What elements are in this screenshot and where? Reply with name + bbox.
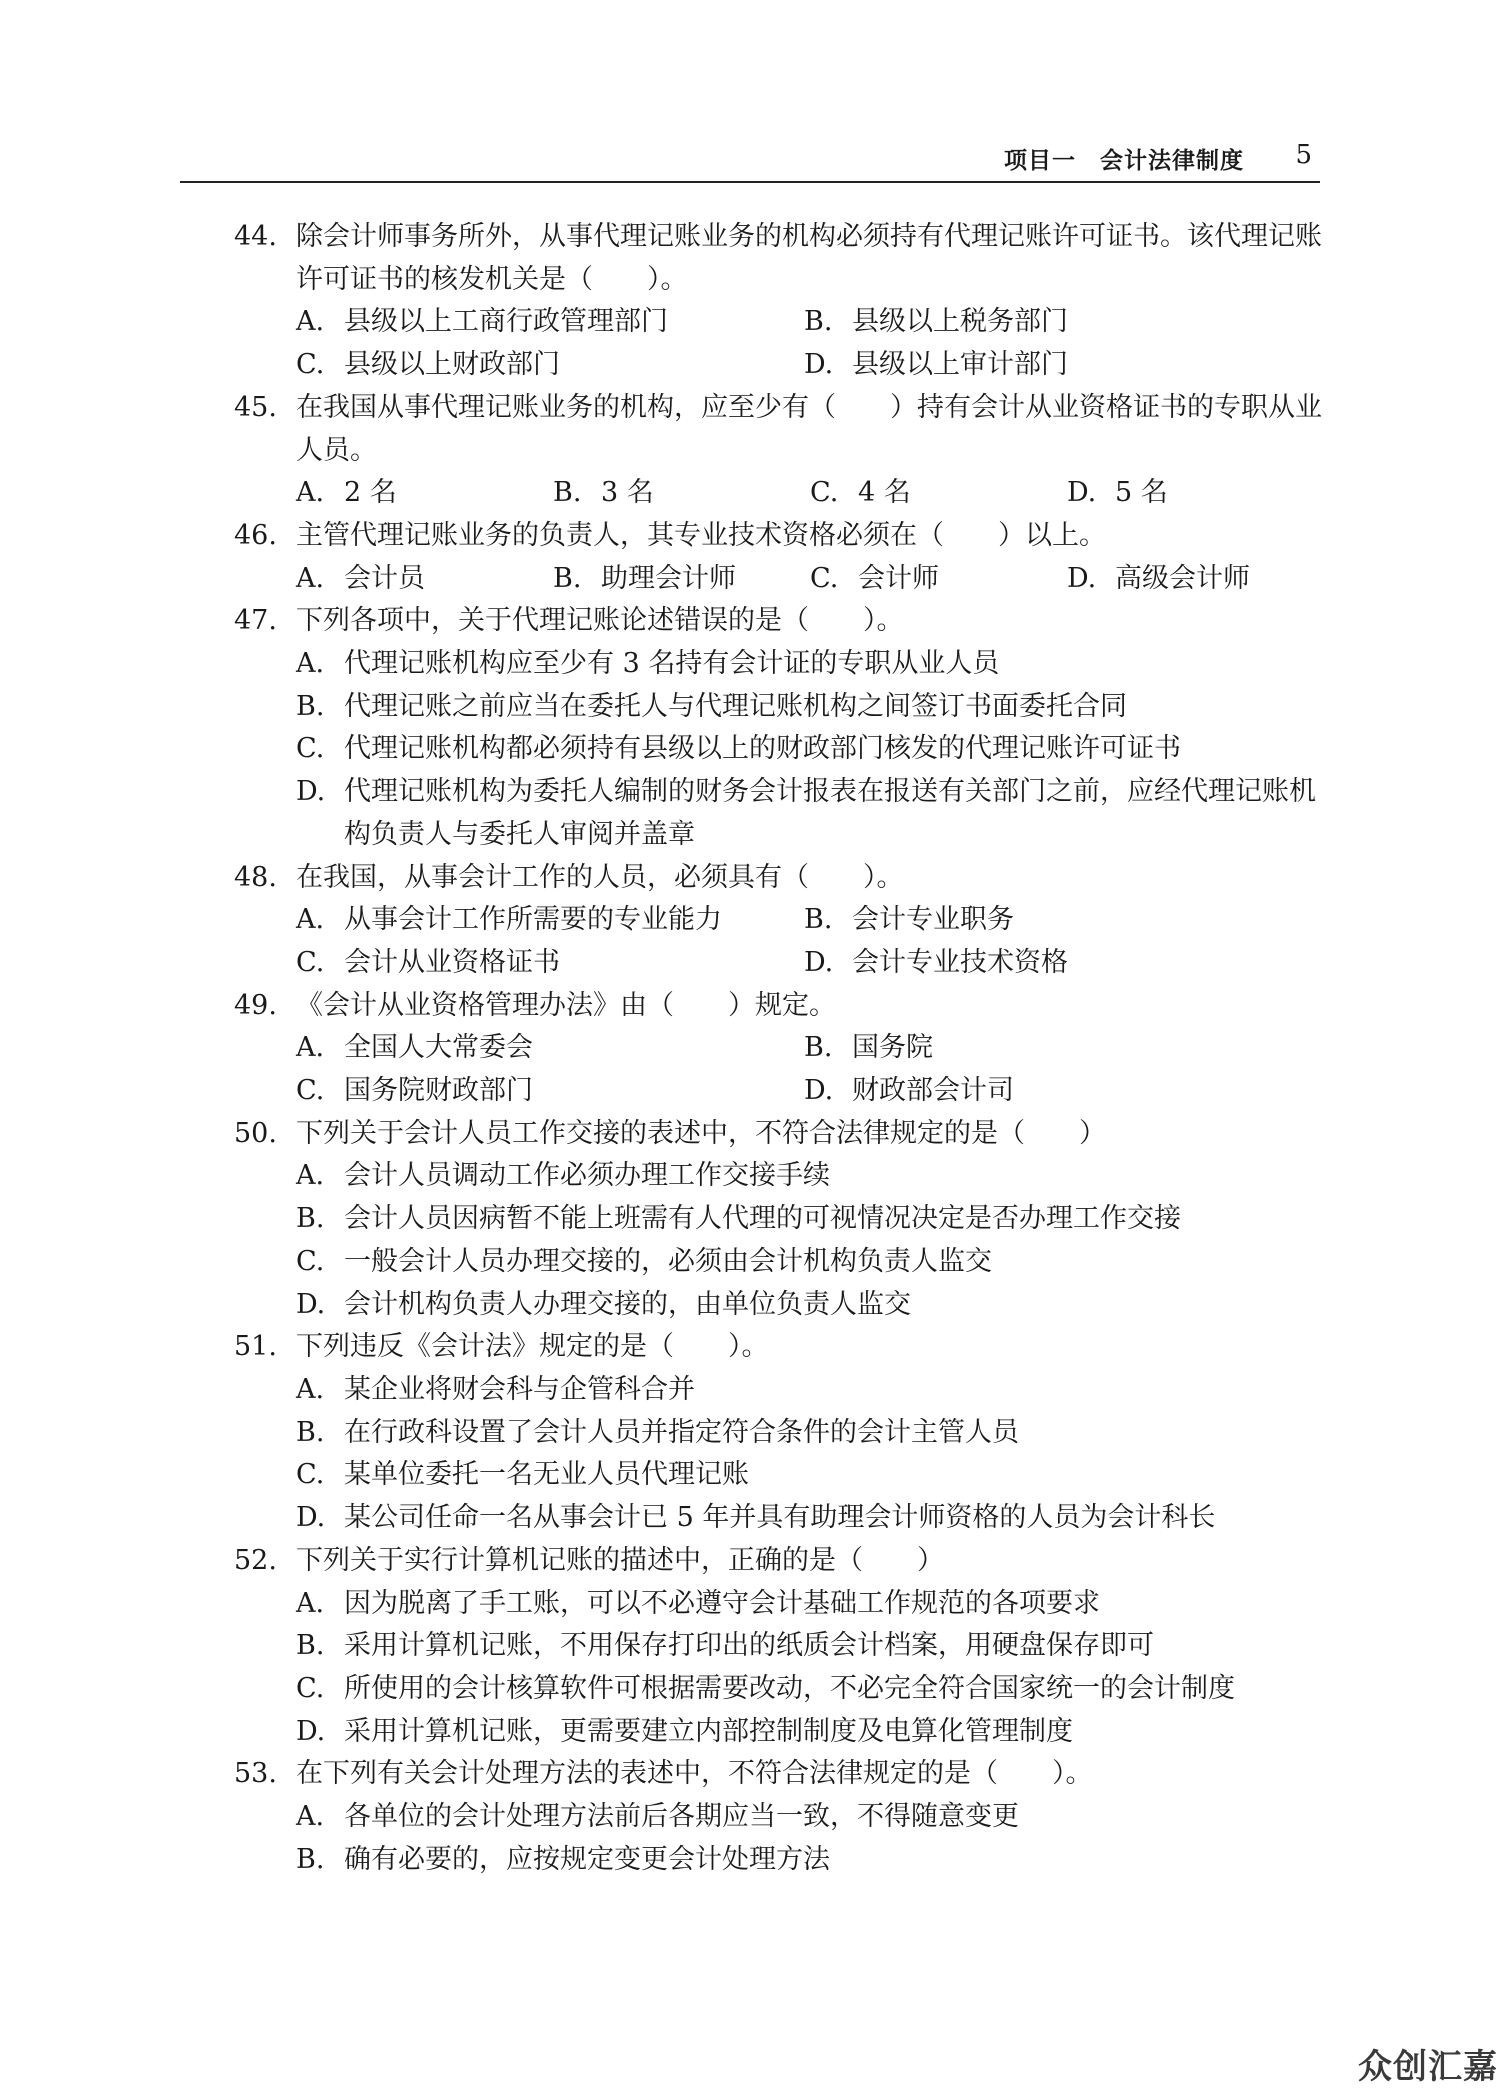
- option-a: A. 因为脱离了手工账，可以不必遵守会计基础工作规范的各项要求: [296, 1587, 1100, 1619]
- option-d: D. 财政部会计司: [804, 1075, 1014, 1107]
- question-text: 下列关于实行计算机记账的描述中，正确的是（ ）: [296, 1544, 944, 1576]
- options-49: [234, 1027, 1324, 1112]
- option-a: A. 从事会计工作所需要的专业能力: [296, 904, 722, 936]
- option-d: D. 某公司任命一名从事会计已 5 年并具有助理会计师资格的人员为会计科长: [296, 1502, 1216, 1534]
- question-text: 在下列有关会计处理方法的表述中，不符合法律规定的是（ ）。: [296, 1758, 1093, 1790]
- option-a: A. 县级以上工商行政管理部门: [296, 306, 668, 338]
- question-text: 主管代理记账业务的负责人，其专业技术资格必须在（ ）以上。: [296, 519, 1106, 551]
- question-text: 除会计师事务所外，从事代理记账业务的机构必须持有代理记账许可证书。该代理记账许可证书的核发机关是（ ）。: [296, 221, 1322, 295]
- question-49: [234, 985, 1324, 1028]
- option-d: D. 高级会计师: [1067, 562, 1250, 594]
- question-45: [234, 387, 1324, 472]
- option-a: A. 2 名: [296, 477, 397, 509]
- option-b: B. 会计人员因病暂不能上班需有人代理的可视情况决定是否办理工作交接: [296, 1203, 1181, 1235]
- question-number: 45.: [234, 391, 277, 423]
- option-a: A. 会计人员调动工作必须办理工作交接手续: [296, 1160, 830, 1192]
- header-title: 项目一 会计法律制度: [1004, 148, 1244, 174]
- option-c: C. 会计从业资格证书: [296, 946, 560, 978]
- options-53: [234, 1796, 1324, 1881]
- page-number: 5: [1295, 140, 1312, 170]
- option-d: D. 县级以上审计部门: [804, 349, 1068, 381]
- question-list: [234, 216, 1324, 1881]
- question-text: 在我国，从事会计工作的人员，必须具有（ ）。: [296, 861, 904, 893]
- question-number: 53.: [234, 1758, 277, 1790]
- question-text: 下列关于会计人员工作交接的表述中，不符合法律规定的是（ ）: [296, 1117, 1106, 1149]
- question-number: 51.: [234, 1331, 277, 1363]
- options-50: [234, 1155, 1324, 1326]
- options-51: [234, 1369, 1324, 1540]
- question-48: [234, 857, 1324, 900]
- question-text: 下列违反《会计法》规定的是（ ）。: [296, 1331, 769, 1363]
- option-d: D. 会计机构负责人办理交接的，由单位负责人监交: [296, 1288, 911, 1320]
- option-d: D. 5 名: [1067, 477, 1168, 509]
- option-d: D. 会计专业技术资格: [804, 946, 1068, 978]
- option-c: C. 4 名: [810, 477, 911, 509]
- option-b: B. 县级以上税务部门: [804, 306, 1068, 338]
- option-c: C. 代理记账机构都必须持有县级以上的财政部门核发的代理记账许可证书: [296, 733, 1181, 765]
- option-c: C. 某单位委托一名无业人员代理记账: [296, 1459, 749, 1491]
- option-b: B. 确有必要的，应按规定变更会计处理方法: [296, 1843, 830, 1875]
- question-text: 下列各项中，关于代理记账论述错误的是（ ）。: [296, 605, 904, 637]
- question-number: 47.: [234, 605, 277, 637]
- question-53: [234, 1753, 1324, 1796]
- question-number: 52.: [234, 1544, 277, 1576]
- question-52: [234, 1540, 1324, 1583]
- option-d: D. 采用计算机记账，更需要建立内部控制制度及电算化管理制度: [296, 1715, 1073, 1747]
- options-47: [234, 643, 1324, 857]
- options-46: [234, 558, 1324, 601]
- option-b: B. 采用计算机记账，不用保存打印出的纸质会计档案，用硬盘保存即可: [296, 1630, 1154, 1662]
- option-a: A. 全国人大常委会: [296, 1032, 533, 1064]
- options-48: [234, 899, 1324, 984]
- question-number: 49.: [234, 989, 277, 1021]
- question-46: [234, 515, 1324, 558]
- option-b: B. 3 名: [553, 477, 654, 509]
- option-b: B. 国务院: [804, 1032, 933, 1064]
- option-c: C. 国务院财政部门: [296, 1075, 533, 1107]
- question-44: [234, 216, 1324, 301]
- option-b: B. 会计专业职务: [804, 904, 1014, 936]
- option-a: A. 代理记账机构应至少有 3 名持有会计证的专职从业人员: [296, 648, 1000, 680]
- option-c: C. 县级以上财政部门: [296, 349, 560, 381]
- option-b: B. 代理记账之前应当在委托人与代理记账机构之间签订书面委托合同: [296, 690, 1127, 722]
- watermark-logo: 众创汇嘉: [1358, 2047, 1498, 2087]
- option-a: A. 某企业将财会科与企管科合并: [296, 1373, 695, 1405]
- option-a: A. 各单位的会计处理方法前后各期应当一致，不得随意变更: [296, 1801, 1019, 1833]
- question-number: 50.: [234, 1117, 277, 1149]
- running-header: [180, 140, 1320, 178]
- question-number: 46.: [234, 519, 277, 551]
- option-c: C. 会计师: [810, 562, 939, 594]
- option-b: B. 在行政科设置了会计人员并指定符合条件的会计主管人员: [296, 1416, 1019, 1448]
- options-44: [234, 301, 1324, 386]
- question-number: 48.: [234, 861, 277, 893]
- question-number: 44.: [234, 221, 277, 252]
- options-52: [234, 1583, 1324, 1754]
- question-50: [234, 1113, 1324, 1156]
- option-d: D. 代理记账机构为委托人编制的财务会计报表在报送有关部门之前，应经代理记账机构负责人与委托人审阅并盖章: [296, 776, 1316, 850]
- question-51: [234, 1326, 1324, 1369]
- option-c: C. 一般会计人员办理交接的，必须由会计机构负责人监交: [296, 1245, 992, 1277]
- option-c: C. 所使用的会计核算软件可根据需要改动，不必完全符合国家统一的会计制度: [296, 1672, 1235, 1704]
- options-45: [234, 472, 1324, 515]
- question-text: 《会计从业资格管理办法》由（ ）规定。: [296, 989, 836, 1021]
- question-47: [234, 600, 1324, 643]
- question-text: 在我国从事代理记账业务的机构，应至少有（ ）持有会计从业资格证书的专职从业人员。: [296, 391, 1322, 466]
- option-a: A. 会计员: [296, 562, 425, 594]
- header-rule: [180, 181, 1320, 183]
- option-b: B. 助理会计师: [553, 562, 736, 594]
